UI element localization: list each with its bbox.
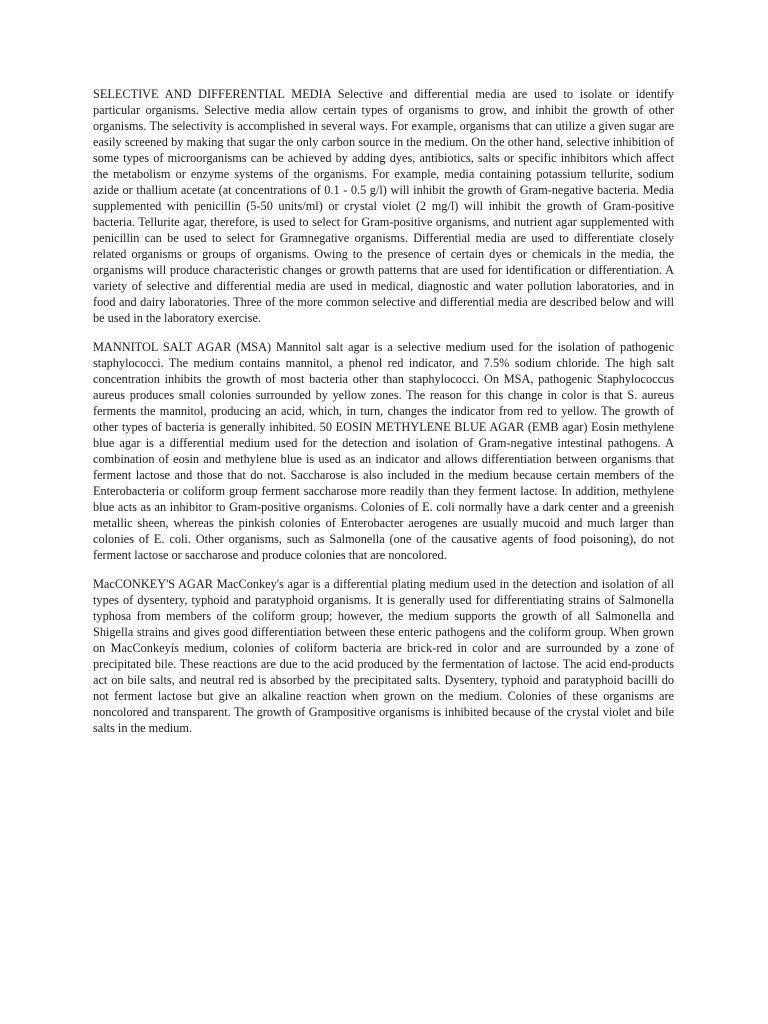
- paragraph-mannitol-salt-agar: MANNITOL SALT AGAR (MSA) Mannitol salt agar is a selective medium used for the isolation of pathogenic staphylococci. The medium contains mannitol, a phenol red indicator, and 7.5% sodium chloride. The high salt concentration inhibits the growth of most bacteria other than staphylococci. On MSA, pathogenic Staphylococcus aureus produces small colonies surrounded by yellow zones. The reason for this change in color is that S. aureus ferments the mannitol, producing an acid, which, in turn, changes the indicator from red to yellow. The growth of other types of bacteria is generally inhibited. 50 EOSIN METHYLENE BLUE AGAR (EMB agar) Eosin methylene blue agar is a differential medium used for the detection and isolation of Gram-negative intestinal pathogens. A combination of eosin and methylene blue is used as an indicator and allows differentiation between organisms that ferment lactose and those that do not. Saccharose is also included in the medium because certain members of the Enterobacteria or coliform group ferment saccharose more readily than they ferment lactose. In addition, methylene blue acts as an inhibitor to Gram-positive organisms. Colonies of E. coli normally have a dark center and a greenish metallic sheen, whereas the pinkish colonies of Enterobacter aerogenes are usually mucoid and much larger than colonies of E. coli. Other organisms, such as Salmonella (one of the causative agents of food poisoning), do not ferment lactose or saccharose and produce colonies that are noncolored.: [93, 340, 674, 562]
- document-body: [93, 86, 674, 749]
- paragraph-macconkeys-agar: MacCONKEY'S AGAR MacConkey's agar is a differential plating medium used in the detection and isolation of all types of dysentery, typhoid and paratyphoid organisms. It is generally used for differentiating strains of Salmonella typhosa from members of the coliform group; however, the medium supports the growth of all Salmonella and Shigella strains and gives good differentiation between these enteric pathogens and the coliform group. When grown on MacConkeyís medium, colonies of coliform bacteria are brick-red in color and are surrounded by a zone of precipitated bile. These reactions are due to the acid produced by the fermentation of lactose. The acid end-products act on bile salts, and neutral red is absorbed by the precipitated salts. Dysentery, typhoid and paratyphoid bacilli do not ferment lactose but give an alkaline reaction when grown on the medium. Colonies of these organisms are noncolored and transparent. The growth of Grampositive organisms is inhibited because of the crystal violet and bile salts in the medium.: [93, 577, 674, 735]
- paragraph-selective-differential-media: SELECTIVE AND DIFFERENTIAL MEDIA Selective and differential media are used to isolate or identify particular organisms. Selective media allow certain types of organisms to grow, and inhibit the growth of other organisms. The selectivity is accomplished in several ways. For example, organisms that can utilize a given sugar are easily screened by making that sugar the only carbon source in the medium. On the other hand, selective inhibition of some types of microorganisms can be achieved by adding dyes, antibiotics, salts or specific inhibitors which affect the metabolism or enzyme systems of the organisms. For example, media containing potassium tellurite, sodium azide or thallium acetate (at concentrations of 0.1 - 0.5 g/l) will inhibit the growth of Gram-negative bacteria. Media supplemented with penicillin (5-50 units/ml) or crystal violet (2 mg/l) will inhibit the growth of Gram-positive bacteria. Tellurite agar, therefore, is used to select for Gram-positive organisms, and nutrient agar supplemented with penicillin can be used to select for Gramnegative organisms. Differential media are used to differentiate closely related organisms or groups of organisms. Owing to the presence of certain dyes or chemicals in the media, the organisms will produce characteristic changes or growth patterns that are used for identification or differentiation. A variety of selective and differential media are used in medical, diagnostic and water pollution laboratories, and in food and dairy laboratories. Three of the more common selective and differential media are described below and will be used in the laboratory exercise.: [93, 87, 674, 325]
